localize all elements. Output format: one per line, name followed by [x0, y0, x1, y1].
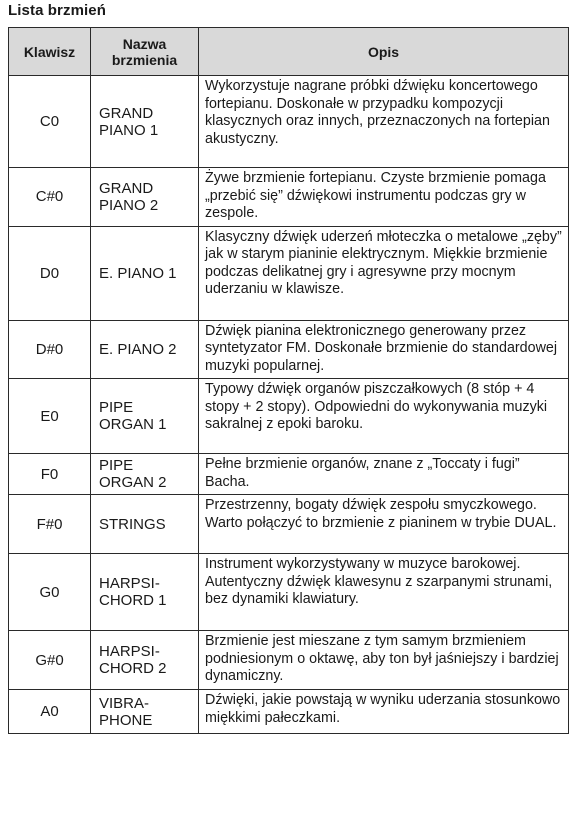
column-header-description: Opis — [199, 28, 569, 76]
voice-name-cell: E. PIANO 1 — [91, 226, 199, 320]
voice-name-cell: HARPSI- CHORD 2 — [91, 631, 199, 690]
voice-name-cell: VIBRA- PHONE — [91, 690, 199, 734]
page-title: Lista brzmień — [8, 2, 106, 19]
voice-name-cell: STRINGS — [91, 495, 199, 554]
table-row — [9, 631, 569, 690]
voice-name-cell: GRAND PIANO 2 — [91, 168, 199, 227]
voice-name-cell: GRAND PIANO 1 — [91, 76, 199, 168]
key-cell: C#0 — [9, 168, 91, 227]
description-cell: Pełne brzmienie organów, znane z „Toccaty i fugi” Bacha. — [199, 454, 569, 495]
table-row — [9, 76, 569, 168]
description-cell: Klasyczny dźwięk uderzeń młoteczka o metalowe „zęby” jak w starym pianinie elektrycznym. Miękkie brzmienie podczas delikatnej gry i agresywne przy mocnym uderzaniu w klawisze. — [199, 226, 569, 320]
description-cell: Wykorzystuje nagrane próbki dźwięku koncertowego fortepianu. Doskonałe w przypadku kompozycji klasycznych oraz innych, przeznaczonych na fortepian akustyczny. — [199, 76, 569, 168]
column-header-key: Klawisz — [9, 28, 91, 76]
description-cell: Dźwięki, jakie powstają w wyniku uderzania stosunkowo miękkimi pałeczkami. — [199, 690, 569, 734]
description-cell: Typowy dźwięk organów piszczałkowych (8 stóp + 4 stopy + 2 stopy). Odpowiedni do wykonywania muzyki sakralnej z epoki baroku. — [199, 379, 569, 454]
table-row — [9, 379, 569, 454]
description-cell: Dźwięk pianina elektronicznego generowany przez syntetyzator FM. Doskonałe brzmienie do standardowej muzyki popularnej. — [199, 320, 569, 379]
voice-list-table — [8, 27, 569, 734]
voice-name-cell: HARPSI- CHORD 1 — [91, 554, 199, 631]
table-row — [9, 226, 569, 320]
key-cell: A0 — [9, 690, 91, 734]
key-cell: C0 — [9, 76, 91, 168]
description-cell: Przestrzenny, bogaty dźwięk zespołu smyczkowego. Warto połączyć to brzmienie z pianinem w trybie DUAL. — [199, 495, 569, 554]
key-cell: F0 — [9, 454, 91, 495]
column-header-name: Nazwa brzmienia — [91, 28, 199, 76]
description-cell: Instrument wykorzystywany w muzyce barokowej. Autentyczny dźwięk klawesynu z szarpanymi strunami, bez dynamiki klawiatury. — [199, 554, 569, 631]
table-row — [9, 168, 569, 227]
description-cell: Brzmienie jest mieszane z tym samym brzmieniem podniesionym o oktawę, aby ton był jaśniejszy i bardziej dynamiczny. — [199, 631, 569, 690]
table-row — [9, 554, 569, 631]
key-cell: D0 — [9, 226, 91, 320]
key-cell: E0 — [9, 379, 91, 454]
voice-name-cell: PIPE ORGAN 2 — [91, 454, 199, 495]
key-cell: G#0 — [9, 631, 91, 690]
description-cell: Żywe brzmienie fortepianu. Czyste brzmienie pomaga „przebić się” dźwiękowi instrumentu podczas gry w zespole. — [199, 168, 569, 227]
table-row — [9, 495, 569, 554]
table-row — [9, 454, 569, 495]
voice-name-cell: PIPE ORGAN 1 — [91, 379, 199, 454]
table-header-row — [9, 28, 569, 76]
key-cell: D#0 — [9, 320, 91, 379]
table-row — [9, 320, 569, 379]
key-cell: G0 — [9, 554, 91, 631]
table-body — [9, 76, 569, 734]
key-cell: F#0 — [9, 495, 91, 554]
voice-name-cell: E. PIANO 2 — [91, 320, 199, 379]
table-row — [9, 690, 569, 734]
